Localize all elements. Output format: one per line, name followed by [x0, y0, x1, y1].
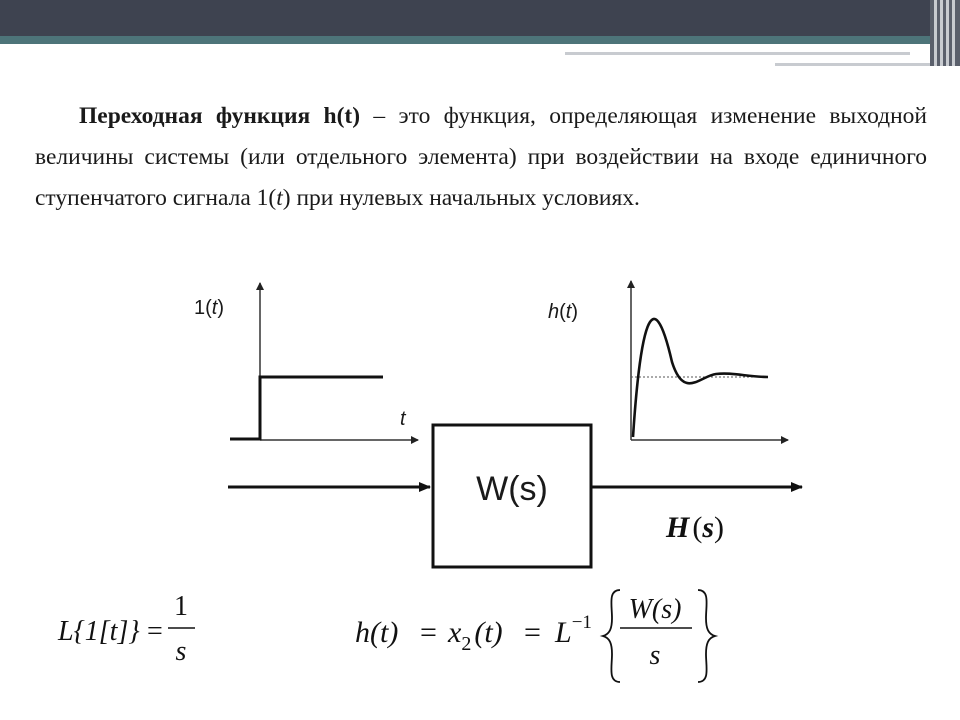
transition-mid: $x_2$ (t) [448, 616, 503, 655]
transition-formula [355, 590, 715, 682]
definition-dash: – [360, 103, 399, 129]
output-y-label: h(t) [548, 301, 579, 323]
definition-body: это функция, определяющая изменение выходной величины системы (или отдельного элемента) при воздействии на входе единичного ступенчатого сигнала 1( [35, 103, 928, 211]
laplace-lhs: L{1[t]} [58, 616, 140, 647]
transfer-block [228, 425, 802, 567]
output-signal-label: H (s) [666, 511, 725, 544]
transition-eq-2: = [524, 616, 541, 649]
input-x-label: t [400, 408, 406, 430]
definition-body-end: ) при нулевых начальных условиях. [282, 185, 640, 211]
laplace-formula [57, 591, 195, 667]
input-step-curve [230, 377, 383, 439]
input-step-graph [194, 283, 418, 440]
transient-response-curve [633, 319, 768, 437]
transition-den: s [649, 640, 661, 671]
output-response-graph [548, 281, 788, 440]
left-curly-brace [603, 590, 620, 682]
laplace-num: 1 [174, 591, 188, 622]
transfer-block-label: W(s) [476, 470, 548, 508]
laplace-eq: = [147, 616, 163, 647]
definition-term: Переходная функция h(t) [79, 103, 361, 129]
right-curly-brace [698, 590, 715, 682]
transition-num: W(s) [628, 594, 682, 625]
laplace-den: s [175, 636, 187, 667]
inverse-laplace-operator: $L^{-1}$ [555, 612, 592, 649]
transition-eq-1: = [420, 616, 437, 649]
transition-lhs: h(t) [355, 616, 399, 649]
definition-variable: t [276, 185, 283, 211]
input-y-label: 1(t) [194, 297, 225, 319]
